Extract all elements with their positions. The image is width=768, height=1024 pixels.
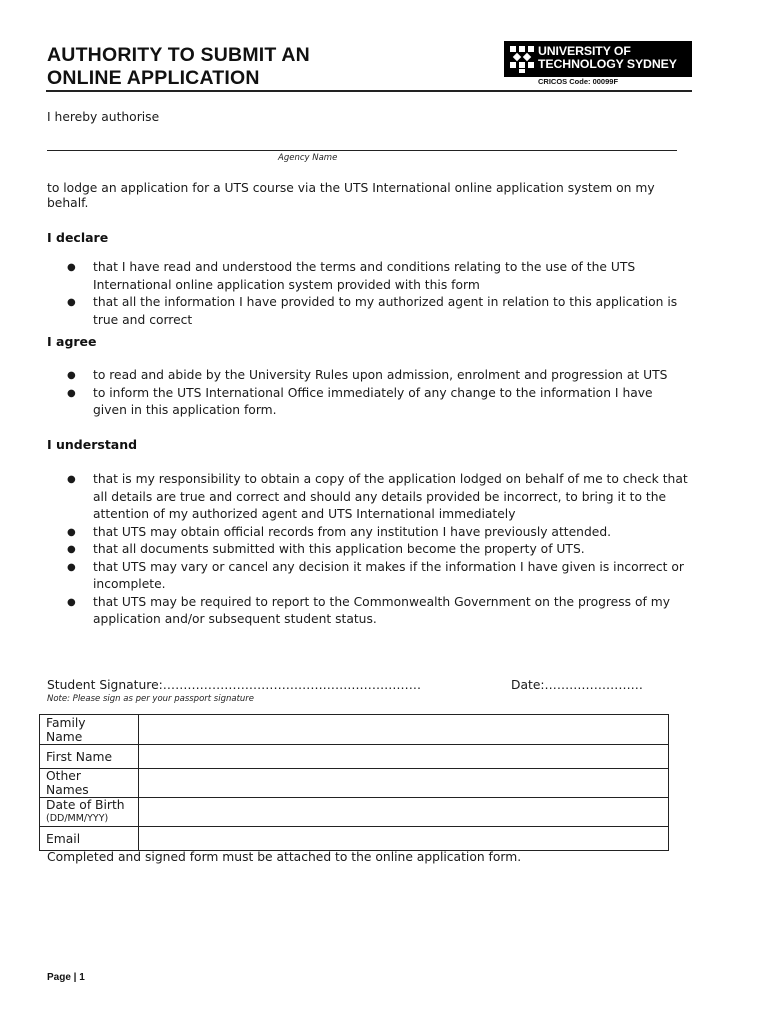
declare-heading: I declare bbox=[47, 230, 109, 245]
lodge-text-line-2: behalf. bbox=[47, 196, 89, 210]
bullet-item bbox=[47, 294, 727, 329]
bullet-icon: ● bbox=[67, 297, 76, 308]
document-title bbox=[47, 44, 310, 90]
field-value-input[interactable] bbox=[139, 745, 669, 769]
table-row bbox=[40, 715, 669, 745]
bullet-text: that UTS may vary or cancel any decision it makes if the information I have given is incorrect or bbox=[93, 559, 684, 574]
bullet-text: all details are true and correct and should any details provided be incorrect, to bring it to the bbox=[93, 489, 667, 504]
field-label-text: Family bbox=[46, 715, 86, 730]
table-row bbox=[40, 827, 669, 851]
bullet-text: that all documents submitted with this application become the property of UTS. bbox=[93, 542, 585, 556]
field-label-text: Date of Birth bbox=[46, 798, 125, 812]
field-label bbox=[40, 798, 139, 827]
completed-form-note: Completed and signed form must be attached to the online application form. bbox=[47, 850, 522, 864]
date-field[interactable]: Date:…………………… bbox=[511, 678, 643, 692]
table-row bbox=[40, 769, 669, 798]
uts-logo bbox=[504, 41, 692, 77]
bullet-icon: ● bbox=[67, 544, 76, 555]
bullet-text: International online application system provided with this form bbox=[93, 277, 480, 292]
bullet-text: that UTS may be required to report to the Commonwealth Government on the progress of my bbox=[93, 594, 670, 609]
field-value-input[interactable] bbox=[139, 827, 669, 851]
bullet-text: that I have read and understood the terms and conditions relating to the use of the UTS bbox=[93, 260, 636, 274]
bullet-item bbox=[47, 524, 727, 542]
student-details-table bbox=[39, 714, 669, 851]
cricos-code: CRICOS Code: 00099F bbox=[538, 77, 619, 86]
field-label-text: Name bbox=[46, 729, 83, 744]
field-value-input[interactable] bbox=[139, 715, 669, 745]
bullet-item bbox=[47, 541, 727, 559]
bullet-text: that is my responsibility to obtain a copy of the application lodged on behalf of me to check that bbox=[93, 472, 688, 486]
field-label-text: First Name bbox=[46, 749, 113, 764]
field-value-input[interactable] bbox=[139, 798, 669, 827]
bullet-icon: ● bbox=[67, 474, 76, 485]
bullet-item bbox=[47, 385, 727, 420]
agree-list bbox=[47, 367, 727, 420]
bullet-icon: ● bbox=[67, 370, 76, 381]
field-label-text: Names bbox=[46, 783, 89, 797]
bullet-text: that all the information I have provided to my authorized agent in relation to this application is bbox=[93, 295, 678, 309]
agree-heading: I agree bbox=[47, 334, 97, 349]
bullet-icon: ● bbox=[67, 596, 76, 608]
understand-heading: I understand bbox=[47, 437, 138, 452]
bullet-item bbox=[47, 471, 727, 524]
lodge-text-line-1: to lodge an application for a UTS course via the UTS International online application system on my bbox=[47, 181, 655, 195]
bullet-item bbox=[47, 559, 727, 594]
agency-name-field[interactable] bbox=[47, 150, 677, 151]
field-value-input[interactable] bbox=[139, 769, 669, 798]
table-row bbox=[40, 798, 669, 827]
bullet-icon: ● bbox=[67, 561, 76, 573]
bullet-item bbox=[47, 259, 727, 294]
bullet-item bbox=[47, 367, 727, 385]
bullet-text: application and/or subsequent student status. bbox=[93, 612, 377, 626]
bullet-text: to read and abide by the University Rules upon admission, enrolment and progression at UTS bbox=[93, 368, 668, 382]
student-signature-field[interactable]: Student Signature:……………………………………………………… bbox=[47, 678, 422, 692]
table-row bbox=[40, 745, 669, 769]
bullet-item bbox=[47, 594, 727, 629]
bullet-icon: ● bbox=[67, 262, 76, 273]
bullet-icon: ● bbox=[67, 526, 76, 538]
signature-note: Note: Please sign as per your passport signature bbox=[47, 694, 255, 704]
bullet-text: to inform the UTS International Office immediately of any change to the information I have bbox=[93, 385, 653, 400]
bullet-text: given in this application form. bbox=[93, 403, 277, 417]
authorise-text: I hereby authorise bbox=[47, 110, 160, 124]
field-label bbox=[40, 715, 139, 745]
field-label bbox=[40, 745, 139, 769]
declare-list bbox=[47, 259, 727, 329]
field-label bbox=[40, 769, 139, 798]
logo-line-2: TECHNOLOGY SYDNEY bbox=[538, 57, 677, 71]
bullet-icon: ● bbox=[67, 387, 76, 399]
agency-name-caption: Agency Name bbox=[278, 153, 338, 163]
bullet-text: incomplete. bbox=[93, 577, 166, 591]
page-number: Page | 1 bbox=[47, 972, 85, 983]
field-label-text: Other bbox=[46, 769, 81, 783]
bullet-text: attention of my authorized agent and UTS International immediately bbox=[93, 507, 516, 521]
bullet-text: that UTS may obtain official records from any institution I have previously attended. bbox=[93, 524, 612, 539]
field-label-text: Email bbox=[46, 831, 81, 846]
understand-list bbox=[47, 471, 727, 629]
logo-wordmark bbox=[538, 45, 677, 71]
title-line-1: AUTHORITY TO SUBMIT AN bbox=[47, 44, 310, 66]
bullet-text: true and correct bbox=[93, 312, 193, 327]
logo-line-1: UNIVERSITY OF bbox=[538, 44, 631, 58]
field-format-hint: (DD/MM/YYY) bbox=[46, 813, 109, 824]
uts-crest-icon bbox=[508, 44, 536, 74]
field-label bbox=[40, 827, 139, 851]
title-line-2: ONLINE APPLICATION bbox=[47, 67, 260, 89]
header-divider bbox=[46, 90, 692, 92]
